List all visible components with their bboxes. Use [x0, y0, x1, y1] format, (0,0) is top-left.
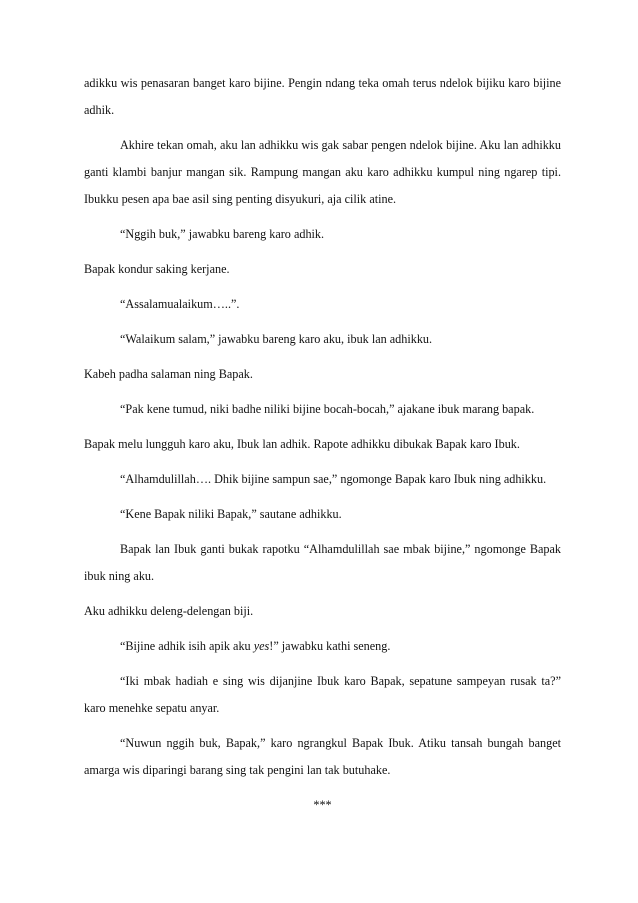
paragraph-14-italic: yes	[253, 639, 270, 653]
paragraph-2: Akhire tekan omah, aku lan adhikku wis gak sabar pengen ndelok bijine. Aku lan adhikku ganti klambi banjur mangan sik. Rampung mangan aku karo adhikku kumpul ning ngarep tipi. Ibukku pesen apa bae asil sing penting disyukuri, aja cilik atine.	[84, 138, 561, 206]
paragraph-14	[84, 633, 561, 660]
paragraph-10: “Alhamdulillah…. Dhik bijine sampun sae,” ngomonge Bapak karo Ibuk ning adhikku.	[120, 472, 547, 486]
paragraph-5: “Assalamualaikum…..”.	[120, 297, 240, 311]
paragraph-13: Aku adhikku deleng-delengan biji.	[84, 604, 254, 618]
paragraph-16: “Nuwun nggih buk, Bapak,” karo ngrangkul Bapak Ibuk. Atiku tansah bungah banget amarga wis diparingi barang sing tak pengini lan tak butuhake.	[84, 736, 561, 777]
paragraph-14-after: !” jawabku kathi seneng.	[269, 639, 391, 653]
paragraph-7: Kabeh padha salaman ning Bapak.	[84, 367, 253, 381]
paragraph-1: adikku wis penasaran banget karo bijine. Pengin ndang teka omah terus ndelok bijiku karo bijine adhik.	[84, 76, 561, 117]
paragraph-9: Bapak melu lungguh karo aku, Ibuk lan adhik. Rapote adhikku dibukak Bapak karo Ibuk.	[84, 437, 520, 451]
paragraph-12: Bapak lan Ibuk ganti bukak rapotku “Alhamdulillah sae mbak bijine,” ngomonge Bapak ibuk ning aku.	[84, 542, 561, 583]
paragraph-6: “Walaikum salam,” jawabku bareng karo aku, ibuk lan adhikku.	[120, 332, 433, 346]
paragraph-3: “Nggih buk,” jawabku bareng karo adhik.	[120, 227, 325, 241]
paragraph-14-before: “Bijine adhik isih apik aku	[120, 639, 254, 653]
paragraph-8: “Pak kene tumud, niki badhe niliki bijine bocah-bocah,” ajakane ibuk marang bapak.	[120, 402, 535, 416]
paragraph-4: Bapak kondur saking kerjane.	[84, 262, 230, 276]
paragraph-11: “Kene Bapak niliki Bapak,” sautane adhikku.	[120, 507, 342, 521]
document-body	[84, 70, 561, 819]
section-separator: ***	[313, 798, 332, 812]
paragraph-15: “Iki mbak hadiah e sing wis dijanjine Ibuk karo Bapak, sepatune sampeyan rusak ta?” karo menehke sepatu anyar.	[84, 674, 561, 715]
